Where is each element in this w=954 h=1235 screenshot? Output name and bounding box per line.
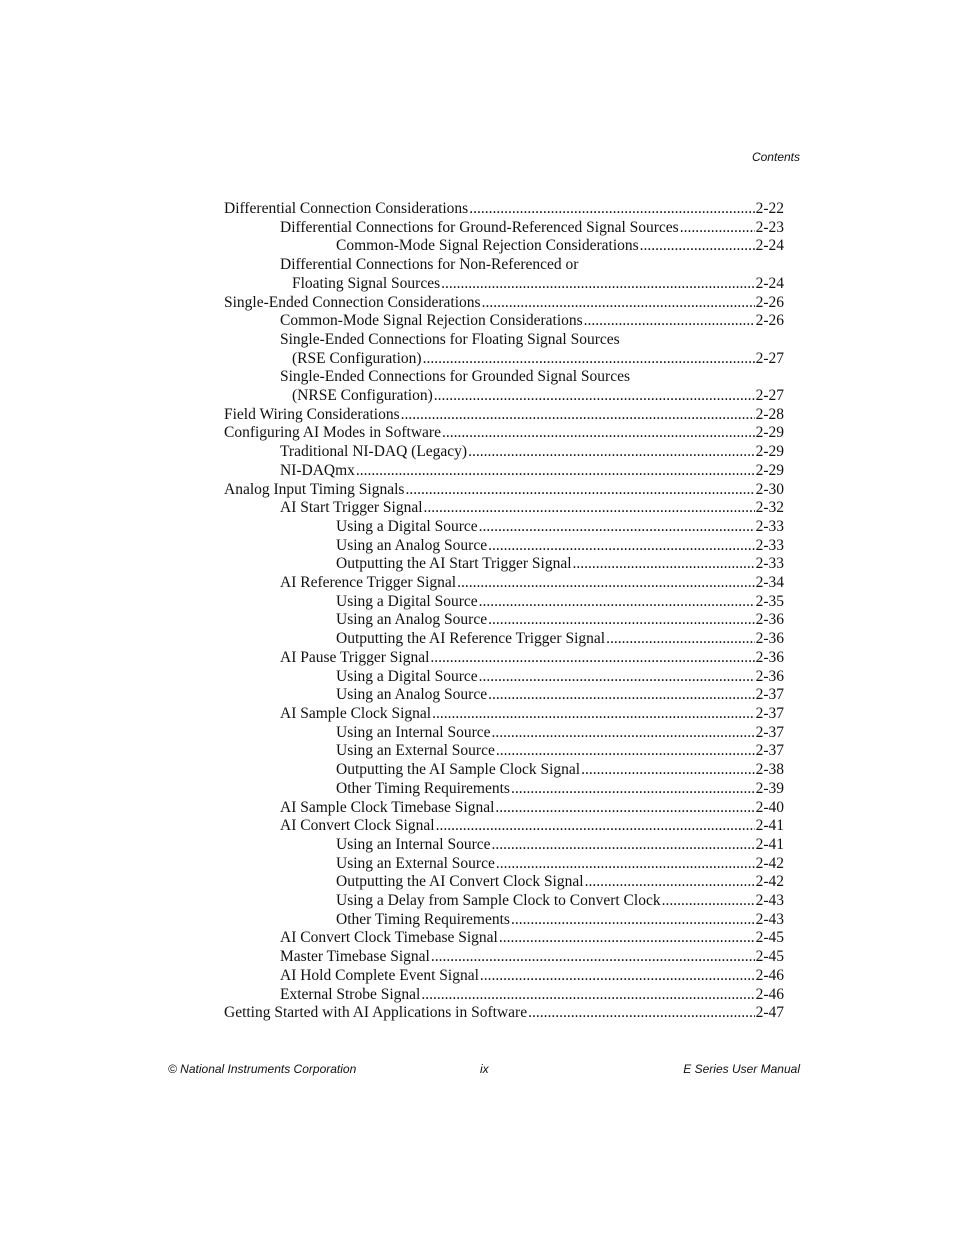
toc-page-number: 2-43 — [755, 892, 784, 910]
toc-entry-title: Other Timing Requirements — [336, 910, 510, 928]
toc-entry[interactable] — [224, 555, 784, 574]
toc-page-number: 2-33 — [755, 555, 784, 573]
toc-entry[interactable] — [224, 481, 784, 500]
dot-leader — [581, 761, 754, 780]
toc-entry-title: Using a Digital Source — [336, 667, 478, 685]
toc-page-number: 2-26 — [755, 312, 784, 330]
toc-page-number: 2-37 — [755, 723, 784, 741]
dot-leader — [479, 593, 755, 612]
toc-entry[interactable] — [224, 312, 784, 331]
dot-leader — [511, 911, 755, 930]
toc-entry[interactable] — [224, 724, 784, 743]
toc-entry-title: Using an Internal Source — [336, 723, 491, 741]
toc-page-number: 2-30 — [755, 480, 784, 498]
toc-page-number: 2-36 — [755, 667, 784, 685]
toc-page-number: 2-42 — [755, 873, 784, 891]
dot-leader — [431, 948, 755, 967]
toc-entry-title: Traditional NI-DAQ (Legacy) — [280, 443, 468, 461]
dot-leader — [496, 855, 755, 874]
dot-leader — [356, 462, 755, 481]
dot-leader — [480, 967, 755, 986]
toc-entry[interactable] — [224, 705, 784, 724]
toc-page-number: 2-37 — [755, 704, 784, 722]
toc-entry-title[interactable]: Single-Ended Connections for Grounded Signal Sources — [280, 368, 630, 386]
toc-entry-title: Common-Mode Signal Rejection Considerations — [336, 237, 639, 255]
toc-entry[interactable] — [224, 967, 784, 986]
dot-leader — [405, 481, 754, 500]
toc-page-number: 2-27 — [755, 349, 784, 367]
toc-entry[interactable] — [224, 836, 784, 855]
toc-entry-title: Differential Connections for Ground-Referenced Signal Sources — [280, 218, 679, 236]
toc-page-number: 2-46 — [755, 985, 784, 1003]
toc-page-number: 2-40 — [755, 798, 784, 816]
toc-entry[interactable] — [224, 611, 784, 630]
toc-entry-title: AI Hold Complete Event Signal — [280, 966, 479, 984]
toc-entry-title[interactable]: Single-Ended Connections for Floating Signal Sources — [280, 330, 620, 348]
dot-leader — [606, 630, 755, 649]
dot-leader — [496, 742, 755, 761]
toc-page-number: 2-41 — [755, 835, 784, 853]
toc-entry-title: NI-DAQmx — [280, 461, 355, 479]
toc-page-number: 2-36 — [755, 611, 784, 629]
toc-page-number: 2-37 — [755, 686, 784, 704]
toc-entry[interactable] — [224, 892, 784, 911]
dot-leader — [511, 780, 755, 799]
dot-leader — [662, 892, 755, 911]
table-of-contents — [224, 200, 784, 1023]
toc-entry-title: AI Convert Clock Timebase Signal — [280, 929, 498, 947]
toc-entry[interactable] — [224, 873, 784, 892]
footer-manual-title: E Series User Manual — [683, 1062, 800, 1076]
dot-leader — [482, 294, 755, 313]
dot-leader — [585, 873, 755, 892]
toc-page-number: 2-23 — [755, 218, 784, 236]
toc-page-number: 2-27 — [755, 387, 784, 405]
toc-entry[interactable] — [224, 424, 784, 443]
toc-entry[interactable] — [224, 593, 784, 612]
toc-entry[interactable] — [224, 499, 784, 518]
dot-leader — [479, 668, 755, 687]
dot-leader — [492, 724, 755, 743]
dot-leader — [492, 836, 755, 855]
dot-leader — [434, 387, 755, 406]
toc-page-number: 2-32 — [755, 499, 784, 517]
dot-leader — [423, 350, 755, 369]
dot-leader — [680, 219, 755, 238]
toc-page-number: 2-47 — [755, 1004, 784, 1022]
dot-leader — [424, 499, 755, 518]
toc-entry-title: Field Wiring Considerations — [224, 405, 400, 423]
toc-entry[interactable] — [224, 275, 784, 294]
toc-entry-title: Using an Analog Source — [336, 536, 488, 554]
toc-entry[interactable] — [224, 649, 784, 668]
toc-page-number: 2-39 — [755, 779, 784, 797]
dot-leader — [421, 986, 754, 1005]
toc-page-number: 2-26 — [755, 293, 784, 311]
toc-entry-title: Using an Internal Source — [336, 835, 491, 853]
toc-entry[interactable] — [224, 537, 784, 556]
dot-leader — [528, 1004, 755, 1023]
toc-entry[interactable] — [224, 948, 784, 967]
toc-entry-title: Using an Analog Source — [336, 611, 488, 629]
toc-entry-title: Using an External Source — [336, 742, 495, 760]
toc-entry-continuation: (RSE Configuration) — [292, 349, 422, 367]
toc-page-number: 2-36 — [755, 630, 784, 648]
toc-page-number: 2-35 — [755, 592, 784, 610]
dot-leader — [499, 929, 755, 948]
toc-entry[interactable] — [224, 574, 784, 593]
footer-page-number: ix — [480, 1062, 489, 1076]
toc-entry[interactable] — [224, 237, 784, 256]
toc-entry[interactable] — [224, 200, 784, 219]
toc-entry[interactable] — [224, 780, 784, 799]
toc-entry[interactable] — [224, 686, 784, 705]
toc-entry-title: Single-Ended Connection Considerations — [224, 293, 481, 311]
toc-entry-title: AI Sample Clock Signal — [280, 704, 432, 722]
toc-entry-title: AI Start Trigger Signal — [280, 499, 423, 517]
toc-entry-title: Using an External Source — [336, 854, 495, 872]
footer-copyright: © National Instruments Corporation — [168, 1062, 357, 1076]
toc-entry[interactable] — [224, 462, 784, 481]
toc-page-number: 2-29 — [755, 461, 784, 479]
dot-leader — [401, 406, 755, 425]
toc-page-number: 2-46 — [755, 966, 784, 984]
toc-entry-title: AI Convert Clock Signal — [280, 817, 435, 835]
running-header: Contents — [751, 150, 800, 164]
toc-page-number: 2-28 — [755, 405, 784, 423]
toc-entry[interactable] — [224, 443, 784, 462]
toc-page-number: 2-45 — [755, 929, 784, 947]
dot-leader — [430, 649, 754, 668]
toc-page-number: 2-45 — [755, 948, 784, 966]
toc-entry-title: Using a Digital Source — [336, 592, 478, 610]
dot-leader — [457, 574, 755, 593]
toc-entry-title: AI Reference Trigger Signal — [280, 574, 457, 592]
toc-entry-title: Using a Digital Source — [336, 517, 478, 535]
toc-entry-title: AI Sample Clock Timebase Signal — [280, 798, 495, 816]
toc-entry-title: Outputting the AI Sample Clock Signal — [336, 761, 581, 779]
dot-leader — [573, 555, 755, 574]
toc-page-number: 2-24 — [755, 237, 784, 255]
toc-page-number: 2-33 — [755, 536, 784, 554]
dot-leader — [469, 200, 754, 219]
toc-entry-title: Common-Mode Signal Rejection Considerations — [280, 312, 583, 330]
dot-leader — [468, 443, 754, 462]
toc-entry[interactable] — [224, 294, 784, 313]
dot-leader — [432, 705, 754, 724]
toc-entry[interactable] — [224, 929, 784, 948]
dot-leader — [436, 817, 755, 836]
toc-entry-continuation: (NRSE Configuration) — [292, 387, 433, 405]
toc-entry-title: Configuring AI Modes in Software — [224, 424, 441, 442]
toc-entry[interactable] — [224, 817, 784, 836]
toc-entry[interactable] — [224, 668, 784, 687]
toc-entry-continuation: Floating Signal Sources — [292, 274, 441, 292]
toc-entry-title: Analog Input Timing Signals — [224, 480, 405, 498]
dot-leader — [488, 611, 754, 630]
toc-entry[interactable] — [224, 350, 784, 369]
dot-leader — [488, 537, 754, 556]
dot-leader — [584, 312, 755, 331]
toc-entry-title: Outputting the AI Start Trigger Signal — [336, 555, 572, 573]
dot-leader — [442, 424, 755, 443]
toc-entry-title: Master Timebase Signal — [280, 948, 430, 966]
toc-page-number: 2-42 — [755, 854, 784, 872]
toc-page-number: 2-38 — [755, 761, 784, 779]
dot-leader — [479, 518, 755, 537]
toc-entry[interactable] — [224, 219, 784, 238]
toc-page-number: 2-29 — [755, 443, 784, 461]
toc-page-number: 2-24 — [755, 274, 784, 292]
toc-page-number: 2-37 — [755, 742, 784, 760]
toc-entry-title: Outputting the AI Convert Clock Signal — [336, 873, 584, 891]
toc-page-number: 2-34 — [755, 574, 784, 592]
toc-entry-title: External Strobe Signal — [280, 985, 421, 1003]
toc-entry-title: Using an Analog Source — [336, 686, 488, 704]
toc-entry[interactable] — [224, 1004, 784, 1023]
toc-entry-title: Using a Delay from Sample Clock to Convert Clock — [336, 892, 661, 910]
dot-leader — [441, 275, 754, 294]
toc-entry[interactable] — [224, 518, 784, 537]
toc-entry[interactable] — [224, 986, 784, 1005]
toc-entry[interactable] — [224, 630, 784, 649]
dot-leader — [495, 799, 754, 818]
toc-entry[interactable] — [224, 761, 784, 780]
toc-page-number: 2-33 — [755, 517, 784, 535]
dot-leader — [488, 686, 754, 705]
toc-entry-title: Other Timing Requirements — [336, 779, 510, 797]
toc-entry[interactable] — [224, 406, 784, 425]
toc-entry[interactable] — [224, 387, 784, 406]
toc-page-number: 2-29 — [755, 424, 784, 442]
toc-entry-title: AI Pause Trigger Signal — [280, 648, 430, 666]
toc-entry[interactable] — [224, 742, 784, 761]
toc-page-number: 2-22 — [755, 200, 784, 217]
toc-page-number: 2-41 — [755, 817, 784, 835]
toc-entry[interactable] — [224, 911, 784, 930]
toc-entry-title: Outputting the AI Reference Trigger Signal — [336, 630, 606, 648]
toc-page-number: 2-43 — [755, 910, 784, 928]
toc-entry-title: Getting Started with AI Applications in Software — [224, 1004, 528, 1022]
toc-page-number: 2-36 — [755, 648, 784, 666]
toc-entry-title[interactable]: Differential Connections for Non-Referenced or — [280, 256, 579, 274]
toc-entry-title: Differential Connection Considerations — [224, 200, 469, 217]
toc-entry[interactable] — [224, 799, 784, 818]
dot-leader — [640, 237, 755, 256]
toc-entry[interactable] — [224, 855, 784, 874]
